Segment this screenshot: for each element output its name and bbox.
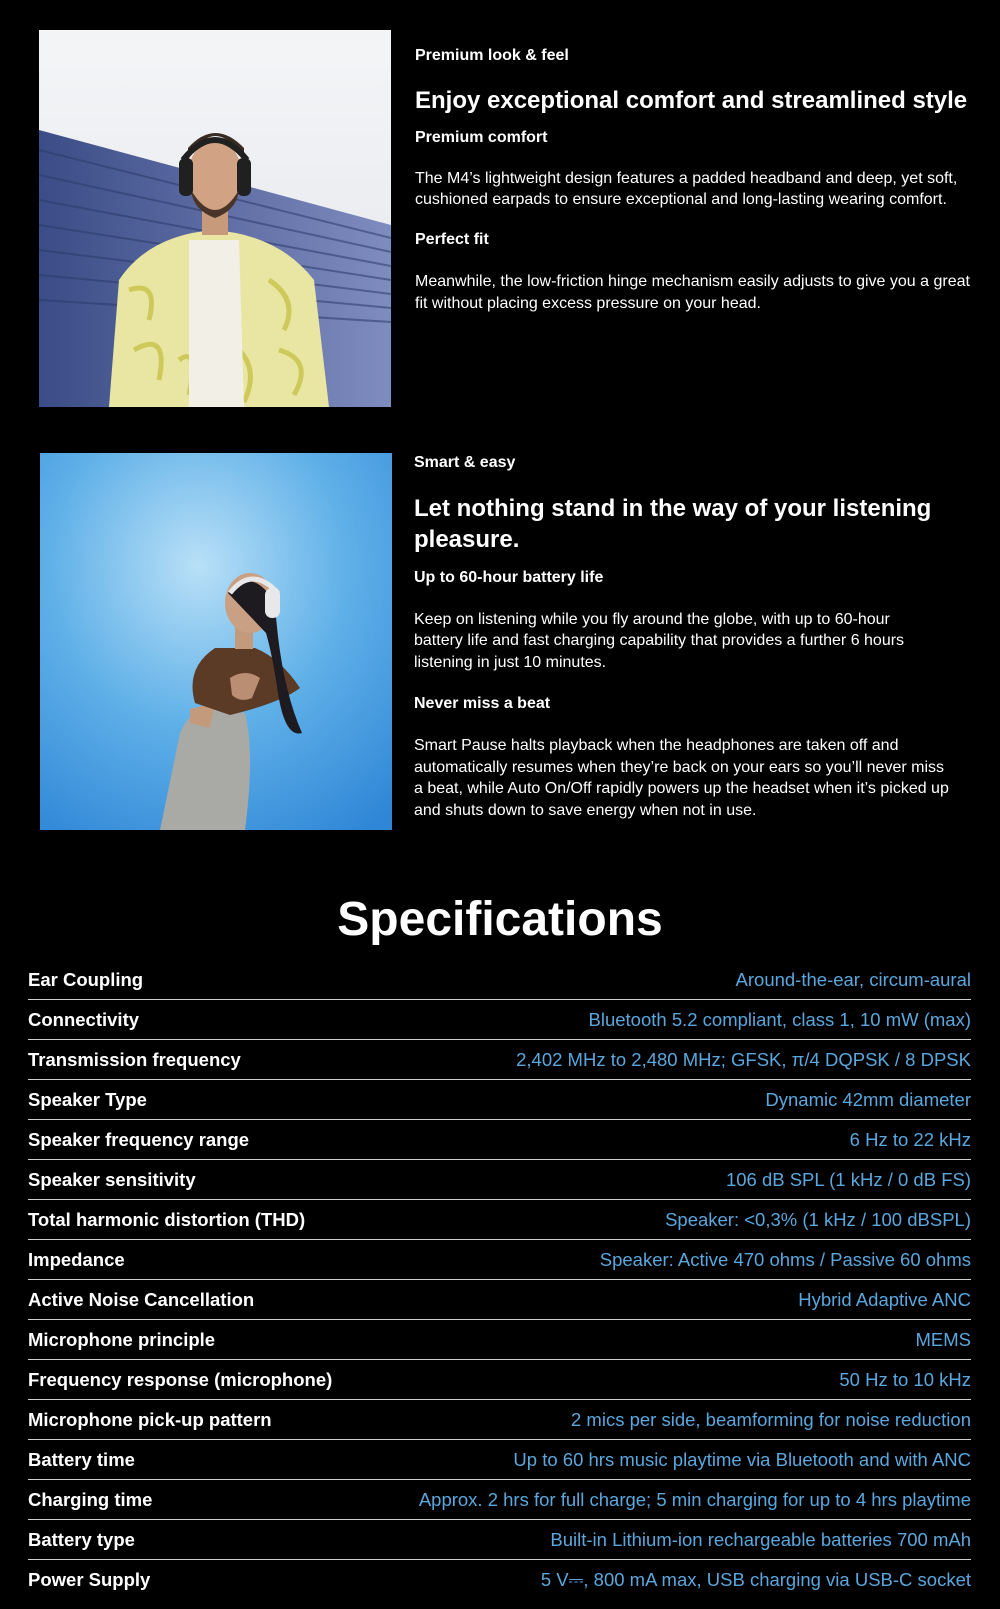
spec-value: Up to 60 hrs music playtime via Bluetooth and with ANC <box>513 1448 971 1470</box>
spec-row <box>28 1520 971 1560</box>
feature-subhead: Up to 60-hour battery life <box>414 568 604 586</box>
spec-label: Microphone principle <box>28 1328 216 1350</box>
spec-value: Approx. 2 hrs for full charge; 5 min charging for up to 4 hrs playtime <box>418 1488 971 1510</box>
spec-row <box>28 1560 971 1600</box>
spec-value: Speaker: <0,3% (1 kHz / 100 dBSPL) <box>665 1208 971 1230</box>
spec-row <box>28 1120 971 1160</box>
spec-value: 50 Hz to 10 kHz <box>839 1368 971 1390</box>
spec-value: 6 Hz to 22 kHz <box>849 1128 971 1150</box>
feature-body: The M4’s lightweight design features a padded headband and deep, yet soft, cushioned earpads to ensure exceptional and long-lasting wearing comfort. <box>415 169 958 209</box>
spec-row <box>28 1000 971 1040</box>
feature-text <box>414 453 979 822</box>
spec-value: Dynamic 42mm diameter <box>765 1088 971 1110</box>
spec-row <box>28 1160 971 1200</box>
spec-label: Speaker sensitivity <box>28 1168 196 1190</box>
feature-text <box>415 30 980 315</box>
feature-body: Keep on listening while you fly around the globe, with up to 60-hour battery life and fast charging capability that provides a further 6 hours listening in just 10 minutes. <box>414 610 905 672</box>
spec-value: 106 dB SPL (1 kHz / 0 dB FS) <box>725 1168 971 1190</box>
spec-value: 2 mics per side, beamforming for noise reduction <box>571 1408 971 1430</box>
spec-label: Impedance <box>28 1248 125 1270</box>
spec-row <box>28 1200 971 1240</box>
spec-row <box>28 1480 971 1520</box>
spec-label: Battery time <box>28 1448 135 1470</box>
spec-value: Built-in Lithium-ion rechargeable batteries 700 mAh <box>550 1528 971 1550</box>
spec-value: Hybrid Adaptive ANC <box>798 1288 971 1310</box>
spec-label: Power Supply <box>28 1569 151 1590</box>
spec-value: Speaker: Active 470 ohms / Passive 60 ohms <box>599 1248 971 1270</box>
feature-eyebrow: Premium look & feel <box>415 47 569 64</box>
spec-row <box>28 1040 971 1080</box>
feature-subhead: Never miss a beat <box>414 694 551 712</box>
man-wearing-headphones-photo <box>39 30 391 407</box>
feature-body: Smart Pause halts playback when the headphones are taken off and automatically resumes when they’re back on your ears so you’ll never miss a beat, while Auto On/Off rapidly powers up the headset when it’s picked up and shuts down to save energy when not in use. <box>414 736 949 820</box>
spec-label: Transmission frequency <box>28 1048 241 1070</box>
feature-headline: Let nothing stand in the way of your listening pleasure. <box>414 494 932 553</box>
feature-subhead: Premium comfort <box>415 128 548 146</box>
spec-value: MEMS <box>915 1328 971 1350</box>
feature-premium-look <box>0 30 1000 407</box>
spec-row <box>28 1080 971 1120</box>
spec-label: Speaker frequency range <box>28 1128 250 1150</box>
spec-label: Speaker Type <box>28 1088 147 1110</box>
spec-label: Microphone pick-up pattern <box>28 1408 272 1430</box>
spec-value: 5 V⎓, 800 mA max, USB charging via USB-C socket <box>540 1569 971 1590</box>
specifications-heading: Specifications <box>337 893 663 946</box>
spec-value: Bluetooth 5.2 compliant, class 1, 10 mW (max) <box>588 1008 971 1030</box>
feature-subhead: Perfect fit <box>415 231 489 249</box>
spec-label: Active Noise Cancellation <box>28 1288 255 1310</box>
spec-label: Frequency response (microphone) <box>28 1368 333 1390</box>
spec-label: Battery type <box>28 1528 135 1550</box>
feature-body: Meanwhile, the low-friction hinge mechanism easily adjusts to give you a great fit without placing excess pressure on your head. <box>415 272 970 312</box>
spec-label: Connectivity <box>28 1008 140 1030</box>
spec-label: Charging time <box>28 1488 153 1510</box>
spec-value: Around-the-ear, circum-aural <box>735 968 971 990</box>
spec-row <box>28 1440 971 1480</box>
spec-value: 2,402 MHz to 2,480 MHz; GFSK, π/4 DQPSK / 8 DPSK <box>516 1048 971 1070</box>
specifications-table <box>28 960 971 1600</box>
spec-row <box>28 1280 971 1320</box>
spec-row <box>28 1240 971 1280</box>
spec-row <box>28 1360 971 1400</box>
spec-label: Ear Coupling <box>28 968 144 990</box>
woman-wearing-headphones-photo <box>40 453 392 830</box>
feature-headline: Enjoy exceptional comfort and streamlined style <box>415 86 968 114</box>
feature-smart-easy <box>0 453 1000 853</box>
spec-row <box>28 1320 971 1360</box>
spec-row <box>28 960 971 1000</box>
spec-row <box>28 1400 971 1440</box>
spec-label: Total harmonic distortion (THD) <box>28 1208 306 1230</box>
feature-eyebrow: Smart & easy <box>414 454 516 471</box>
